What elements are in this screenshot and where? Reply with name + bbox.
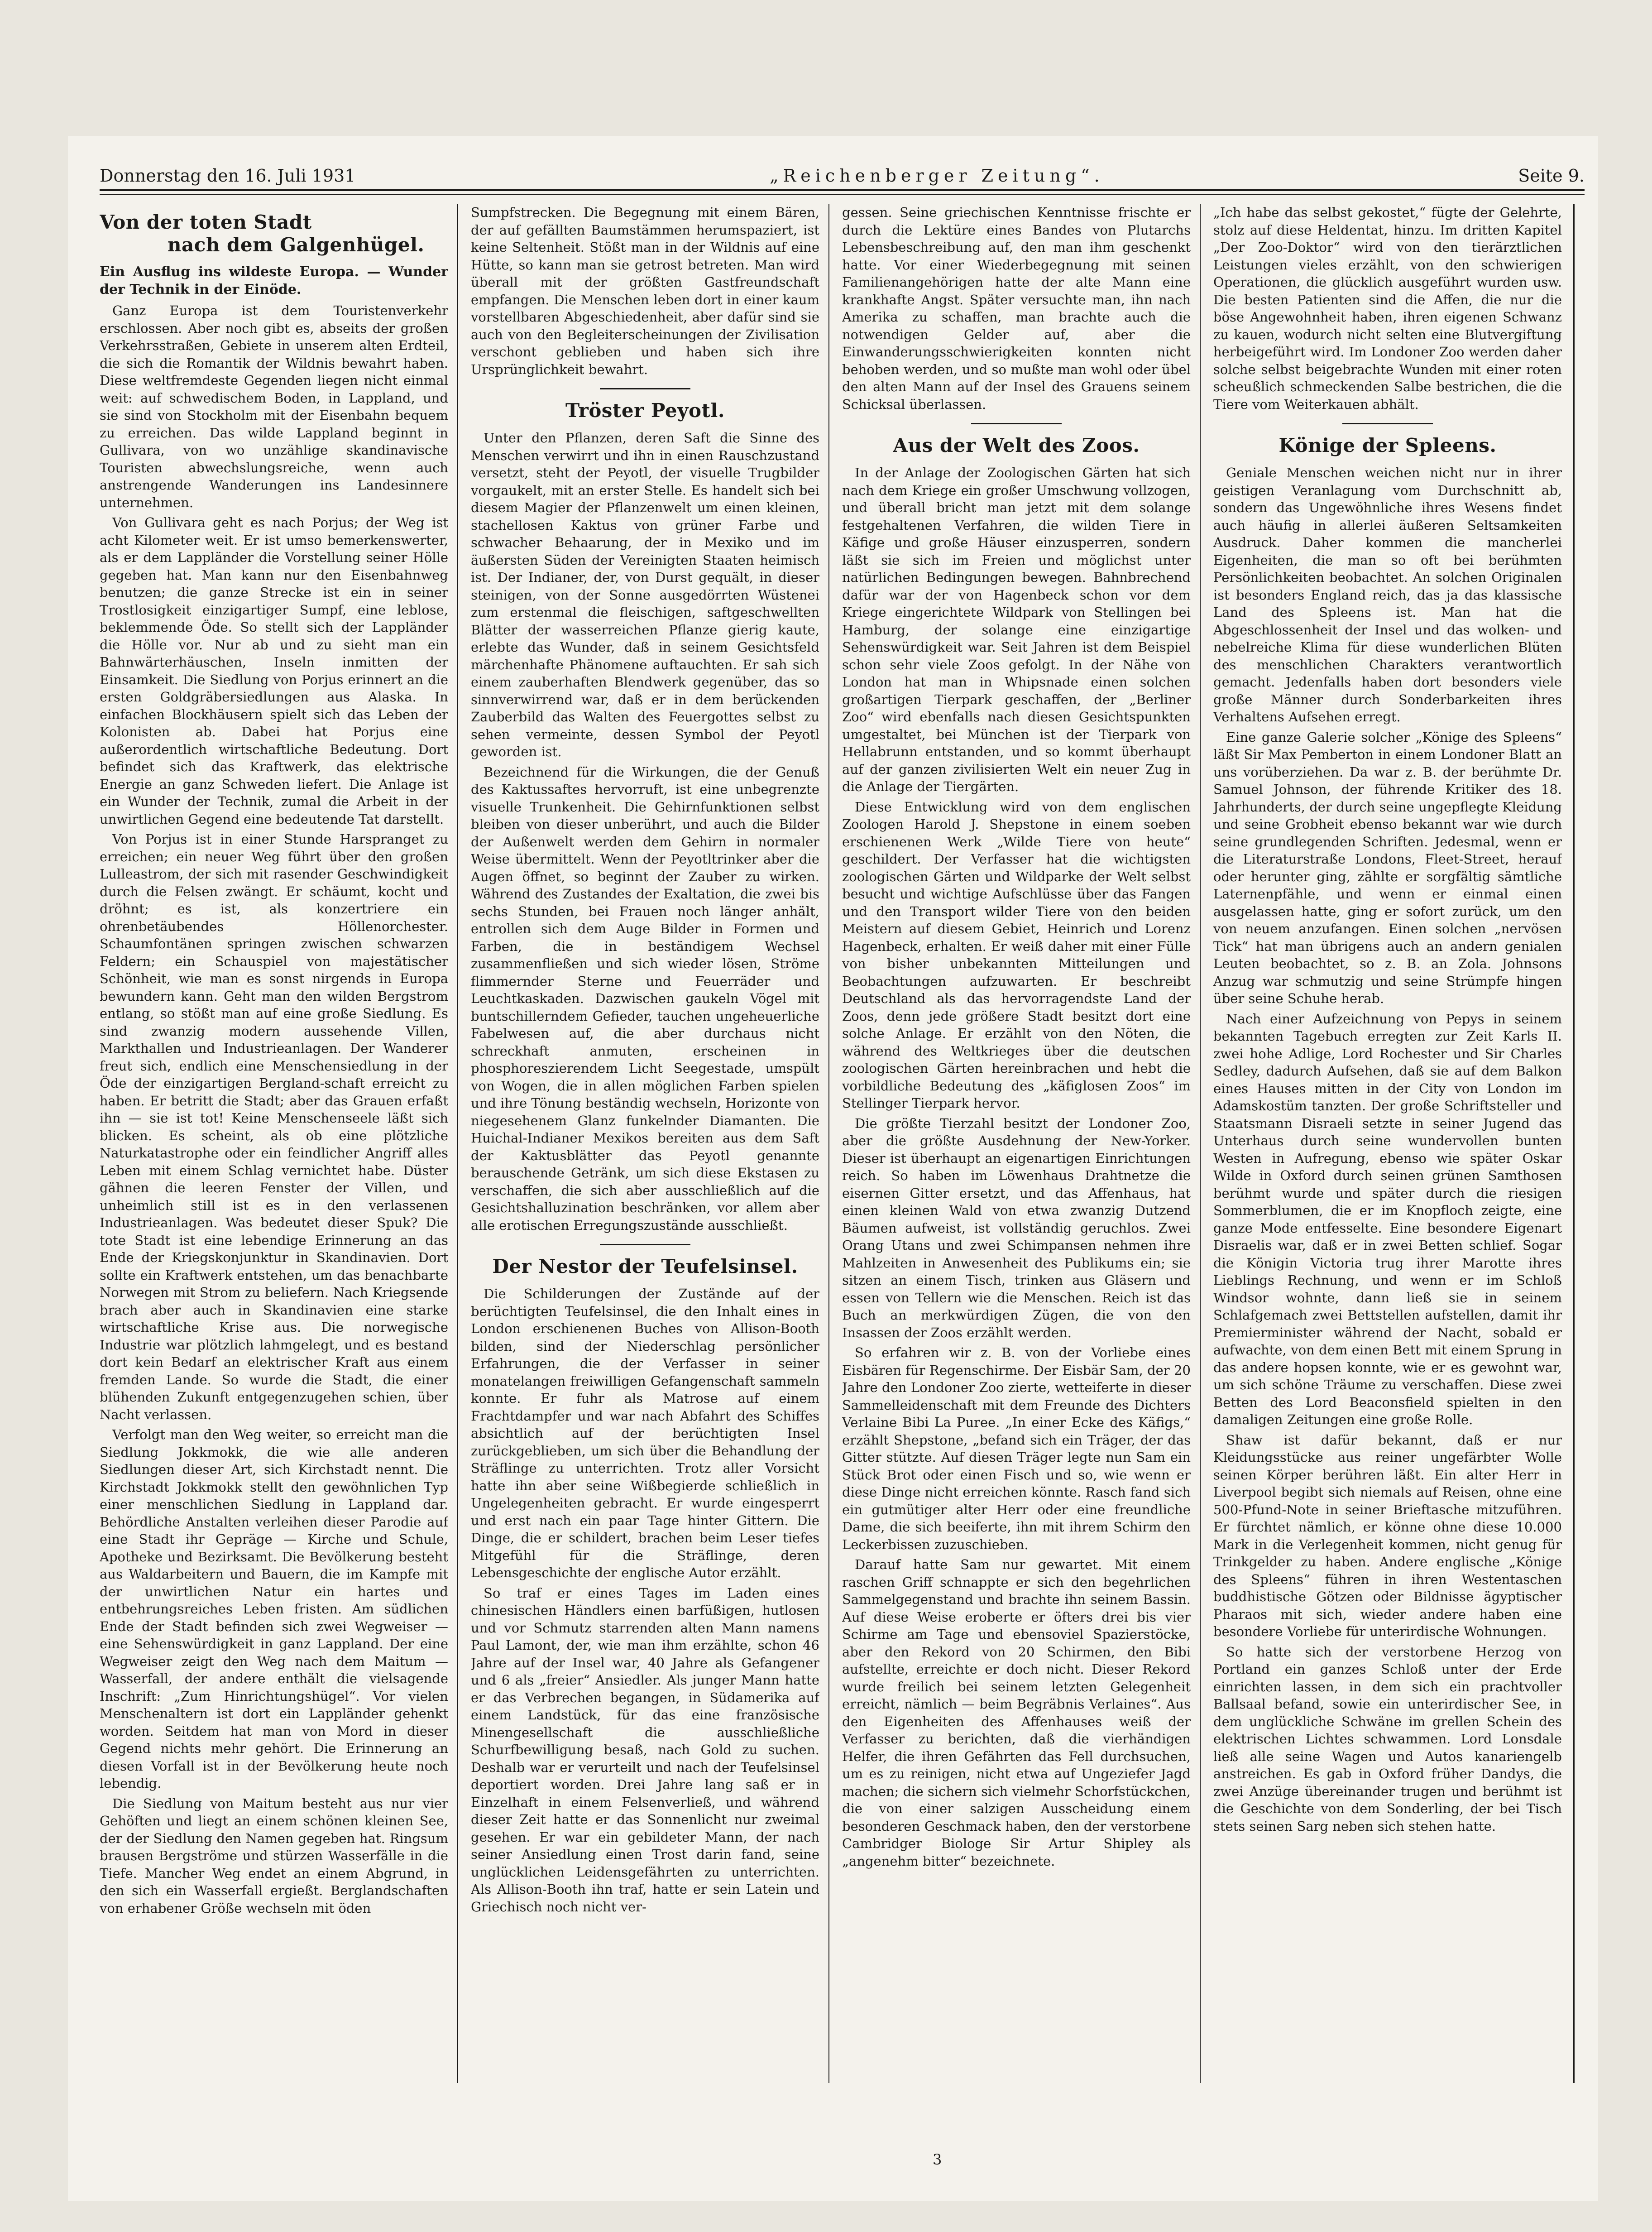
page-edge-rule (1573, 204, 1575, 2083)
paragraph: Die Siedlung von Maitum besteht aus nur vier Gehöften und liegt an einem schönen kleinen See, der der Siedlung den Namen gegeben hat. Ringsum brausen Bergströme und stürzen Wasserfälle in die Tiefe. Mancher Weg endet an einem Abgrund, in den sich ein Wasserfall ergießt. Berglandschaften von erhabener Größe wechseln mit öden (100, 1795, 448, 1916)
article-title-zoo: Aus der Welt des Zoos. (893, 434, 1140, 456)
paragraph: Von Porjus ist in einer Stunde Harspranget zu erreichen; ein neuer Weg führt über den großen Lulleastrom, der sich mit rasender Geschwindigkeit durch die Felsen zwängt. Er schäumt, kocht und dröhnt; es ist, als konzertriere ein ohrenbetäubendes Höllenorchester. Schaumfontänen springen zwischen schwarzen Feldern; ein Schauspiel von majestätischer Schönheit, wie man es sonst nirgends in Europa bewundern kann. Geht man den wilden Bergstrom entlang, so stößt man auf eine große Siedlung. Es sind zwanzig modern aussehende Villen, Markthallen und Industrieanlagen. Der Wanderer freut sich, endlich eine Menschensiedlung in der Öde der einzigartigen Bergland-schaft erreicht zu haben. Er betritt die Stadt; aber das Grauen erfaßt ihn — sie ist tot! Keine Menschenseele läßt sich blicken. Es scheint, als ob eine plötzliche Naturkatastrophe oder ein feindlicher Angriff alles Leben mit einem Schlag vernichtet habe. Düster gähnen die leeren Fenster der Villen, und unheimlich still ist es in den verlassenen Industrieanlagen. Was bedeutet dieser Spuk? Die tote Stadt ist eine lebendige Erinnerung an das Ende der Kriegskonjunktur in Skandinavien. Dort sollte ein Kraftwerk entstehen, um das benachbarte Norwegen mit Strom zu beliefern. Nach Kriegsende brach aber auch in Skandinavien eine starke wirtschaftliche Krise aus. Die norwegische Industrie war plötzlich lahmgelegt, und es bestand dort kein Bedarf an elektrischer Kraft aus einem fremden Lande. So wurde die Stadt, die einer blühenden Zukunft entgegenzugehen schien, über Nacht verlassen. (100, 831, 448, 1422)
paragraph: Diese Entwicklung wird von dem englischen Zoologen Harold J. Shepstone in einem soeben erschienenen Werk „Wilde Tiere von heute“ geschildert. Der Verfasser hat die wichtigsten zoologischen Gärten und Wildparke der Welt selbst besucht und wichtige Aufschlüsse über das Fangen und den Transport wilder Tiere von den beiden Meistern auf diesem Gebiet, Heinrich und Lorenz Hagenbeck, erhalten. Er weiß daher mit einer Fülle von bisher unbekannten Mitteilungen und Beobachtungen aufzuwarten. Er beschreibt Deutschland als das hervorragendste Land der Zoos, denn jede größere Stadt besitzt dort eine solche Anlage. Er erzählt von den Nöten, die während des Weltkrieges über die deutschen zoologischen Gärten hereinbrachen und hebt die vorbildliche Bedeutung des „käfiglosen Zoos“ im Stellinger Tierpark hervor. (842, 799, 1191, 1111)
column-rule-3 (1200, 204, 1201, 2083)
article-separator (600, 1244, 690, 1245)
paragraph: Unter den Pflanzen, deren Saft die Sinne des Menschen verwirrt und ihn in einen Rauschzustand versetzt, steht der Peyotl, der visuelle Trugbilder vorgaukelt, mit an erster Stelle. Es handelt sich bei diesem Magier der Pflanzenwelt um einen kleinen, stachellosen Kaktus von grüner Farbe und schwacher Behaarung, der in Mexiko und im äußersten Süden der Vereinigten Staaten heimisch ist. Der Indianer, der, von Durst gequält, in dieser steinigen, von der Sonne ausgedörrten Wüstenei zum erstenmal die fleischigen, saftgeschwellten Blätter der wasserreichen Pflanze gierig kaute, erlebte das Wunder, daß in seinem Gesichtsfeld märchenhafte Phänomene auftauchten. Er sah sich einem zauberhaften Blendwerk gegenüber, das so sinnverwirrend war, daß er in dem berückenden Zauberbild das Walten des Feuergottes selbst zu sehen vermeinte, dessen Symbol der Peyotl geworden ist. (471, 430, 819, 759)
paragraph: So hatte sich der verstorbene Herzog von Portland ein ganzes Schloß unter der Erde einrichten lassen, in dem sich ein prachtvoller Ballsaal befand, sowie ein unterirdischer See, in dem unglückliche Schwäne im grellen Schein des elektrischen Lichtes schwammen. Lord Lonsdale ließ alle seine Wagen und Autos kanariengelb anstreichen. Es gab in Oxford früher Dandys, die zwei Anzüge übereinander trugen und berühmt ist die Geschichte von dem Sonderling, der bei Tisch stets seinen Sarg neben sich stehen hatte. (1213, 1644, 1562, 1834)
header-paper-name: „Reichenberger Zeitung“. (769, 166, 1104, 186)
paragraph: Ganz Europa ist dem Touristenverkehr erschlossen. Aber noch gibt es, abseits der großen Verkehrsstraßen, Gebiete in unserem alten Erdteil, die sich die Romantik der Wildnis bewahrt haben. Diese weltfremdeste Gegenden liegen nicht einmal weit: auf schwedischem Boden, in Lappland, und sie sind von Stockholm mit der Eisenbahn bequem zu erreichen. Das wilde Lappland beginnt in Gullivara, von wo unzählige skandinavische Touristen abwechslungsreiche, wenn auch anstrengende Wanderungen ins Landesinnere unternehmen. (100, 303, 448, 510)
paragraph: So traf er eines Tages im Laden eines chinesischen Händlers einen barfüßigen, hutlosen und vor Schmutz starrenden alten Mann namens Paul Lamont, der, wie man ihm erzählte, schon 46 Jahre auf der Insel war, 40 Jahre als Gefangener und 6 als „freier“ Ansiedler. Als junger Mann hatte er das Verbrechen begangen, in Südamerika auf einem Landstück, für das eine französische Minengesellschaft die ausschließliche Schurfbewilligung besaß, nach Gold zu suchen. Deshalb war er verurteilt und nach der Teufelsinsel deportiert worden. Drei Jahre lang saß er in Einzelhaft in einem Felsenverließ, und während dieser Zeit hatte er das Sonnenlicht nur zweimal gesehen. Er war ein gebildeter Mann, der nach seiner Ansiedlung einen Trost darin fand, seine unglücklichen Leidensgefährten zu unterrichten. Als Allison-Booth ihn traf, hatte er sein Latein und Griechisch noch nicht ver- (471, 1585, 819, 1915)
article-title-line-1: Von der toten Stadt (100, 211, 312, 233)
column-4 (1213, 204, 1562, 2083)
article-separator (1342, 423, 1433, 424)
header-rule (100, 189, 1585, 191)
paragraph: Eine ganze Galerie solcher „Könige des Spleens“ läßt Sir Max Pemberton in einem Londoner Blatt an uns vorüberziehen. Da war z. B. der berühmte Dr. Samuel Johnson, der führende Kritiker des 18. Jahrhunderts, der durch seine ungepflegte Kleidung und seine Grobheit ebenso bekannt war wie durch seine grundlegenden Schriften. Jedesmal, wenn er die Literaturstraße Londons, Fleet-Street, herauf oder herunter ging, zählte er sorgfältig sämtliche Laternenpfähle, und wenn er einmal einen ausgelassen hatte, ging er sofort zurück, um den von neuem anzufangen. Einen solchen „nervösen Tick“ hat man übrigens auch an andern genialen Leuten beobachtet, so z. B. an Zola. Johnsons Anzug war schmutzig und seine Strümpfe hingen über seine Schuhe herab. (1213, 729, 1562, 1006)
column-3 (842, 204, 1191, 2083)
article-title-line-2: nach dem Galgenhügel. (168, 234, 425, 256)
column-1 (100, 204, 448, 2083)
paragraph: So erfahren wir z. B. von der Vorliebe eines Eisbären für Regenschirme. Der Eisbär Sam, der 20 Jahre den Londoner Zoo zierte, wetteiferte in dieser Sammelleidenschaft mit dem Freunde des Dichters Verlaine Bibi La Puree. „In einer Ecke des Käfigs,“ erzählt Shepstone, „befand sich ein Träger, der das Gitter stützte. Auf diesen Träger legte nun Sam ein Stück Brot oder einen Fisch und so, wie wenn er diese Dinge nicht erreichen könnte. Rasch fand sich ein gutmütiger alter Herr oder eine freundliche Dame, die sich beeiferte, ihn mit ihrem Schirm den Leckerbissen zuzuschieben. (842, 1345, 1191, 1552)
page-header (100, 154, 1585, 186)
footer-mark: 3 (933, 2151, 942, 2168)
paragraph: Darauf hatte Sam nur gewartet. Mit einem raschen Griff schnappte er sich den begehrlichen Sammelgegenstand und brachte ihn seinem Bassin. Auf diese Weise eroberte er öfters drei bis vier Schirme am Tage und ebensoviel Spazierstöcke, aber den Rekord von 20 Schirmen, den Bibi aufstellte, erreichte er doch nicht. Dieser Rekord wurde freilich bei seinem letzten Gelegenheit erreicht, nämlich — beim Begräbnis Verlaines“. Aus den Eigenheiten des Affenhauses weiß der Verfasser zu berichten, daß die vierhändigen Helfer, die ihren Gefährten das Fell durchsuchen, um es zu reinigen, nicht etwa auf Ungeziefer Jagd machen; die sichern sich vielmehr Schorfstückchen, die von einer salzigen Ausscheidung einem besonderen Geschmack haben, den der verstorbene Cambridger Biologe Sir Artur Shipley als „angenehm bitter“ bezeichnete. (842, 1557, 1191, 1869)
paragraph: Die größte Tierzahl besitzt der Londoner Zoo, aber die größte Ausdehnung der New-Yorker. Dieser ist überhaupt an eigenartigen Einrichtungen reich. So haben im Löwenhaus Drahtnetze die eisernen Gitter ersetzt, und das Affenhaus, hat einen kleinen Wald von etwa zwanzig Dutzend Bäumen aufweist, ist vollständig geruchlos. Zwei Orang Utans und zwei Schimpansen nehmen ihre Mahlzeiten in Anwesenheit des Publikums ein; sie sitzen an einem Tisch, trinken aus Gläsern und essen von Tellern wie die Menschen. Reich ist das Buch an merkwürdigen Zügen, die von den Insassen der Zoos erzählt werden. (842, 1115, 1191, 1340)
paragraph: Verfolgt man den Weg weiter, so erreicht man die Siedlung Jokkmokk, die wie alle anderen Siedlungen dieser Art, sich Kirchstadt nennt. Die Kirchstadt Jokkmokk stellt den gewöhnlichen Typ einer menschlichen Siedlung in Lappland dar. Behördliche Anstalten verleihen dieser Parodie auf eine Stadt ihr Gepräge — Kirche und Schule, Apotheke und Bezirksamt. Die Bevölkerung besteht aus Waldarbeitern und Bauern, die im Kampfe mit der unwirtlichen Natur ein hartes und entbehrungsreiches Leben fristen. Am südlichen Ende der Stadt befinden sich zwei Wegweiser — eine Sehenswürdigkeit in ganz Lappland. Der eine Wegweiser zeigt den Weg nach dem Maitum — Wasserfall, der andere enthält die vielsagende Inschrift: „Zum Hinrichtungshügel“. Vor vielen Menschenaltern ist dort ein Lappländer gehenkt worden. Seitdem hat man von Mord in dieser Gegend nichts mehr gehört. Die Erinnerung an diesen Vorfall ist in der Bevölkerung heute noch lebendig. (100, 1427, 448, 1791)
header-page-number: Seite 9. (1518, 166, 1585, 186)
article-separator (600, 388, 690, 389)
article-title-spleens: Könige der Spleens. (1279, 434, 1497, 456)
newspaper-page (68, 136, 1598, 2201)
column-rule-2 (828, 204, 829, 2083)
article-subtitle: Ein Ausflug ins wildeste Europa. — Wunder der Technik in der Einöde. (100, 264, 448, 298)
article-title-dead-city (100, 211, 448, 256)
paragraph: Nach einer Aufzeichnung von Pepys in seinem bekannten Tagebuch erregten zur Zeit Karls II. zwei hohe Adlige, Lord Rochester und Sir Charles Sedley, dadurch Aufsehen, daß sie auf dem Balkon eines Hauses mitten in der City von London im Adamskostüm tanzten. Der große Schriftsteller und Staatsmann Disraeli setzte in seiner Jugend das Unterhaus durch seine wundervollen bunten Westen in Aufregung, ebenso wie später Oskar Wilde in Oxford durch seinen grünen Samthosen berühmt wurde und später durch die riesigen Sommerblumen, die er im Knopfloch zeigte, eine ganze Mode entfesselte. Eine besondere Eigenart Disraelis war, daß er in zwei Betten schlief. Sogar die Königin Victoria trug ihrer Marotte ihres Lieblings Rechnung, und wenn er im Schloß Windsor wohnte, dann ließ sie in seinem Schlafgemach zwei Bettstellen aufstellen, damit ihr Premierminister während der Nacht, sobald er aufwachte, von dem einen Bett mit einem Sprung in das andere hopsen konnte, wie er es gewohnt war, um sich schöne Träume zu verschaffen. Diese zwei Betten des Lord Beaconsfield spielten in den damaligen Zeitungen eine große Rolle. (1213, 1011, 1562, 1427)
paragraph: In der Anlage der Zoologischen Gärten hat sich nach dem Kriege ein großer Umschwung vollzogen, und überall bricht man jetzt mit dem solange festgehaltenen Verfahren, die wilden Tiere in Käfige und große Häuser einzusperren, sondern läßt sie sich im Freien und möglichst unter natürlichen Bedingungen bewegen. Bahnbrechend dafür war der von Hagenbeck schon vor dem Kriege eingerichtete Wildpark von Stellingen bei Hamburg, der solange eine einzigartige Sehenswürdigkeit war. Seit Jahren ist dem Beispiel schon sehr viele Zoos gefolgt. In der Nähe von London hat man in Whipsnade einen solchen großartigen Tierpark geschaffen, der „Berliner Zoo“ wird ebenfalls nach diesen Gesichtspunkten umgestaltet, bei München ist der Tierpark von Hellabrunn entstanden, und so kommt überhaupt auf der ganzen zivilisierten Welt ein neuer Zug in die Anlage der Tiergärten. (842, 465, 1191, 794)
paragraph: Bezeichnend für die Wirkungen, die der Genuß des Kaktussaftes hervorruft, ist eine unbegrenzte visuelle Trunkenheit. Die Gehirnfunktionen selbst bleiben von dieser unberührt, und auch die Bilder der Außenwelt werden dem Gehirn in normaler Weise übermittelt. Wenn der Peyotltrinker aber die Augen öffnet, so beginnt der Zauber zu wirken. Während des Zustandes der Exaltation, die zwei bis sechs Stunden, bei Frauen noch länger anhält, entrollen sich dem Auge Bilder in Formen und Farben, die in beständigem Wechsel zusammenfließen und sich wieder lösen, Ströme flimmernder Sterne und Feuerräder und Leuchtkaskaden. Dazwischen gaukeln Vögel mit buntschillerndem Gefieder, tauchen ungeheuerliche Fabelwesen auf, die aber durchaus nicht schreckhaft anmuten, erscheinen in phosphoreszierendem Licht Seegestade, umspült von Wogen, die in allen möglichen Farben spielen und ihre Tönung beständig wechseln, Horizonte von niegesehenem Glanz funkelnder Diamanten. Die Huichal-Indianer Mexikos bereiten aus dem Saft der Kaktusblätter das Peyotl genannte berauschende Getränk, um sich diese Ekstasen zu verschaffen, die sich aber ausschließlich auf die Gesichtshalluzination beschränken, vor allem aber alle erotischen Erregungszustände ausschließt. (471, 764, 819, 1233)
header-date: Donnerstag den 16. Juli 1931 (100, 166, 356, 186)
article-title-devils-island: Der Nestor der Teufelsinsel. (492, 1255, 798, 1277)
column-rule-1 (457, 204, 458, 2083)
paragraph: Sumpfstrecken. Die Begegnung mit einem Bären, der auf gefällten Baumstämmen herumspaziert, ist keine Seltenheit. Stößt man in der Wildnis auf eine Hütte, so kann man sie getrost betreten. Man wird überall mit der größten Gastfreundschaft empfangen. Die Menschen leben dort in einer kaum vorstellbaren Abgeschiedenheit, aber dafür sind sie auch von den Begleiterscheinungen der Zivilisation verschont geblieben und haben sich ihre Ursprünglichkeit bewahrt. (471, 205, 819, 377)
paragraph: gessen. Seine griechischen Kenntnisse frischte er durch die Lektüre eines Bandes von Plutarchs Lebensbeschreibung auf, den man ihm geschenkt hatte. Vor einer Wiederbegegnung mit seinen Familienangehörigen hatte der alte Mann eine krankhafte Angst. Später versuchte man, ihn nach Amerika zu schaffen, man brachte auch die notwendigen Gelder auf, aber die Einwanderungsschwierigkeiten konnten nicht behoben werden, und so mußte man wohl oder übel den alten Mann auf der Insel des Grauens seinem Schicksal überlassen. (842, 205, 1191, 412)
article-separator (971, 423, 1062, 424)
paragraph: Geniale Menschen weichen nicht nur in ihrer geistigen Veranlagung vom Durchschnitt ab, sondern das Ungewöhnliche ihres Wesens findet auch häufig in allerlei äußeren Seltsamkeiten Ausdruck. Daher kommen die mancherlei Eigenheiten, die man so oft bei berühmten Persönlichkeiten beobachtet. An solchen Originalen ist besonders England reich, das ja das klassische Land des Spleens ist. Man hat die Abgeschlossenheit der Insel und das wolken- und nebelreiche Klima für diese wunderlichen Blüten des menschlichen Charakters verantwortlich gemacht. Jedenfalls haben dort besonders viele große Männer durch Sonderbarkeiten ihres Verhaltens Aufsehen erregt. (1213, 465, 1562, 725)
article-title-peyotl: Tröster Peyotl. (565, 399, 725, 422)
paragraph: Von Gullivara geht es nach Porjus; der Weg ist acht Kilometer weit. Er ist umso bemerkenswerter, als er dem Lappländer die Vorstellung seiner Hölle gegeben hat. Man kann nur den Eisenbahnweg benutzen; die ganze Strecke ist ein in seiner Trostlosigkeit einzigartiger Sumpf, eine leblose, beklemmende Öde. So stellt sich der Lappländer die Hölle vor. Nur ab und zu sieht man ein Bahnwärterhäuschen, Inseln inmitten der Einsamkeit. Die Siedlung von Porjus erinnert an die ersten Goldgräbersiedlungen aus Alaska. In einfachen Blockhäusern spielt sich das Leben der Kolonisten ab. Dabei hat Porjus eine außerordentlich wirtschaftliche Bedeutung. Dort befindet sich das Kraftwerk, das elektrische Energie an ganz Schweden liefert. Die Anlage ist ein Wunder der Technik, zumal die Arbeit in der unwirtlichen Gegend eine bedeutende Tat darstellt. (100, 515, 448, 827)
header-rule-thin (100, 194, 1585, 195)
paragraph: „Ich habe das selbst gekostet,“ fügte der Gelehrte, stolz auf diese Heldentat, hinzu. Im dritten Kapitel „Der Zoo-Doktor“ wird von den tierärztlichen Leistungen vieles erzählt, von den schwierigen Operationen, die glücklich ausgeführt wurden usw. Die besten Patienten sind die Affen, die nur die böse Angewohnheit haben, ihren eigenen Schwanz zu kauen, wodurch nicht selten eine Blutvergiftung herbeigeführt wird. Im Londoner Zoo werden daher solche selbst beigebrachte Wunden mit einer roten scheußlich schmeckenden Salbe bestrichen, die die Tiere vom Weiterkauen abhält. (1213, 205, 1562, 412)
column-2 (471, 204, 819, 2083)
paragraph: Shaw ist dafür bekannt, daß er nur Kleidungsstücke aus reiner ungefärbter Wolle seinen Körper berühren läßt. Ein alter Herr in Liverpool begibt sich niemals auf Reisen, ohne eine 500-Pfund-Note in seiner Brieftasche mitzuführen. Er fürchtet nämlich, er könne ohne diese 10.000 Mark in die Verlegenheit kommen, nicht genug für Trinkgelder zu haben. Andere englische „Könige des Spleens“ führen in ihren Westentaschen buddhistische Götzen oder Bildnisse ägyptischer Pharaos mit sich, wieder andere haben eine besondere Vorliebe für unterirdische Wohnungen. (1213, 1432, 1562, 1639)
paragraph: Die Schilderungen der Zustände auf der berüchtigten Teufelsinsel, die den Inhalt eines in London erschienenen Buches von Allison-Booth bilden, sind der Niederschlag persönlicher Erfahrungen, die der Verfasser in seiner monatelangen freiwilligen Gefangenschaft sammeln konnte. Er fuhr als Matrose auf einem Frachtdampfer und war nach Abfahrt des Schiffes absichtlich auf der berüchtigten Insel zurückgeblieben, um sich über die Behandlung der Sträflinge zu unterrichten. Trotz aller Vorsicht hatte ihn aber seine Wißbegierde schließlich in Ungelegenheiten gebracht. Er wurde eingesperrt und erst nach ein paar Tage hinter Gittern. Die Dinge, die er schildert, brachen beim Leser tiefes Mitgefühl für die Sträflinge, deren Lebensgeschichte der englische Autor erzählt. (471, 1286, 819, 1580)
